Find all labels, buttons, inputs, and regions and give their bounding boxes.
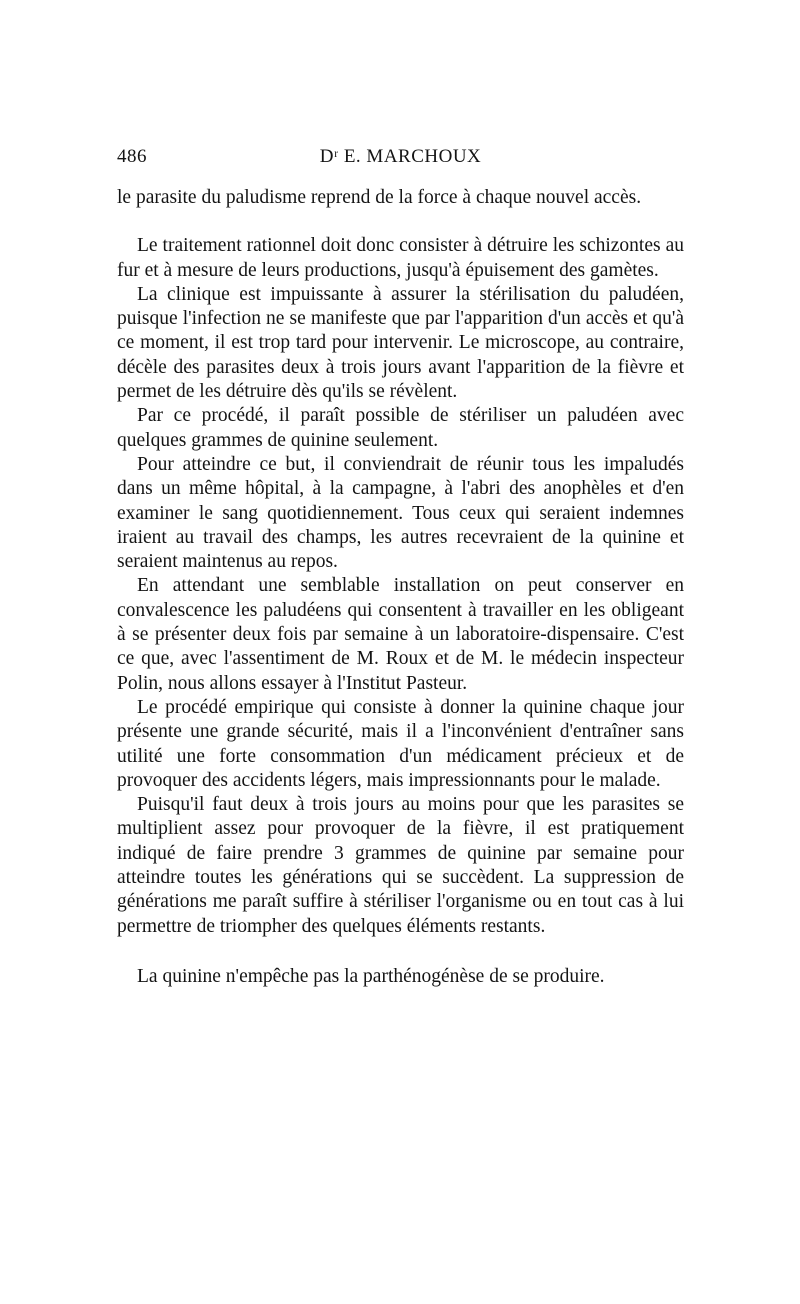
page-header — [117, 140, 684, 170]
paragraph-continuation: le parasite du paludisme reprend de la force à chaque nouvel accès. — [117, 187, 642, 208]
paragraph-parthenogenesis: La quinine n'empêche pas la parthénogénèse de se produire. — [137, 965, 605, 987]
paragraph-dispensary: En attendant une semblable installation on peut conserver en convalescence les paludéens qui consentent à travailler en les obligeant à se présenter deux fois par semaine à un laboratoire-dispensaire. C'est ce que, avec l'assentiment de M. Roux et de M. le médecin inspecteur Polin, nous allons essayer à l'Institut Pasteur. — [117, 575, 684, 694]
page-number: 486 — [117, 146, 147, 167]
paragraph-dosage: Puisqu'il faut deux à trois jours au moins pour que les parasites se multiplient assez pour provoquer de la fièvre, il est pratiquement indiqué de faire prendre 3 grammes de quinine par semaine pour atteindre toutes les générations qui se succèdent. La suppression de générations me paraît suffire à stériliser l'organisme ou en tout cas à lui permettre de triompher des quelques éléments restants. — [117, 794, 684, 937]
paragraph-empirical: Le procédé empirique qui consiste à donner la quinine chaque jour présente une grande sécurité, mais il a l'inconvénient d'entraîner sans utilité une forte consommation d'un médicament précieux et de provoquer des accidents légers, mais impressionnants pour le malade. — [117, 696, 684, 791]
running-title: Dʳ E. MARCHOUX — [319, 146, 482, 167]
body-text — [117, 186, 684, 989]
paragraph-treatment: Le traitement rationnel doit donc consister à détruire les schizontes au fur et à mesure de leurs productions, jusqu'à épuisement des gamètes. — [117, 235, 684, 281]
paragraph-clinic: La clinique est impuissante à assurer la stérilisation du paludéen, puisque l'infection ne se manifeste que par l'apparition d'un accès et qu'à ce moment, il est trop tard pour intervenir. Le microscope, au contraire, décèle des parasites deux à trois jours avant l'apparition de la fièvre et permet de les détruire dès qu'ils se révèlent. — [117, 283, 684, 403]
paragraph-procedure: Par ce procédé, il paraît possible de stériliser un paludéen avec quelques grammes de quinine seulement. — [117, 405, 684, 451]
paragraph-hospital: Pour atteindre ce but, il conviendrait de réunir tous les impaludés dans un même hôpital, à la campagne, à l'abri des anophèles et d'en examiner le sang quotidiennement. Tous ceux qui seraient indemnes iraient au travail des champs, les autres recevraient de la quinine et seraient maintenus au repos. — [117, 453, 684, 573]
